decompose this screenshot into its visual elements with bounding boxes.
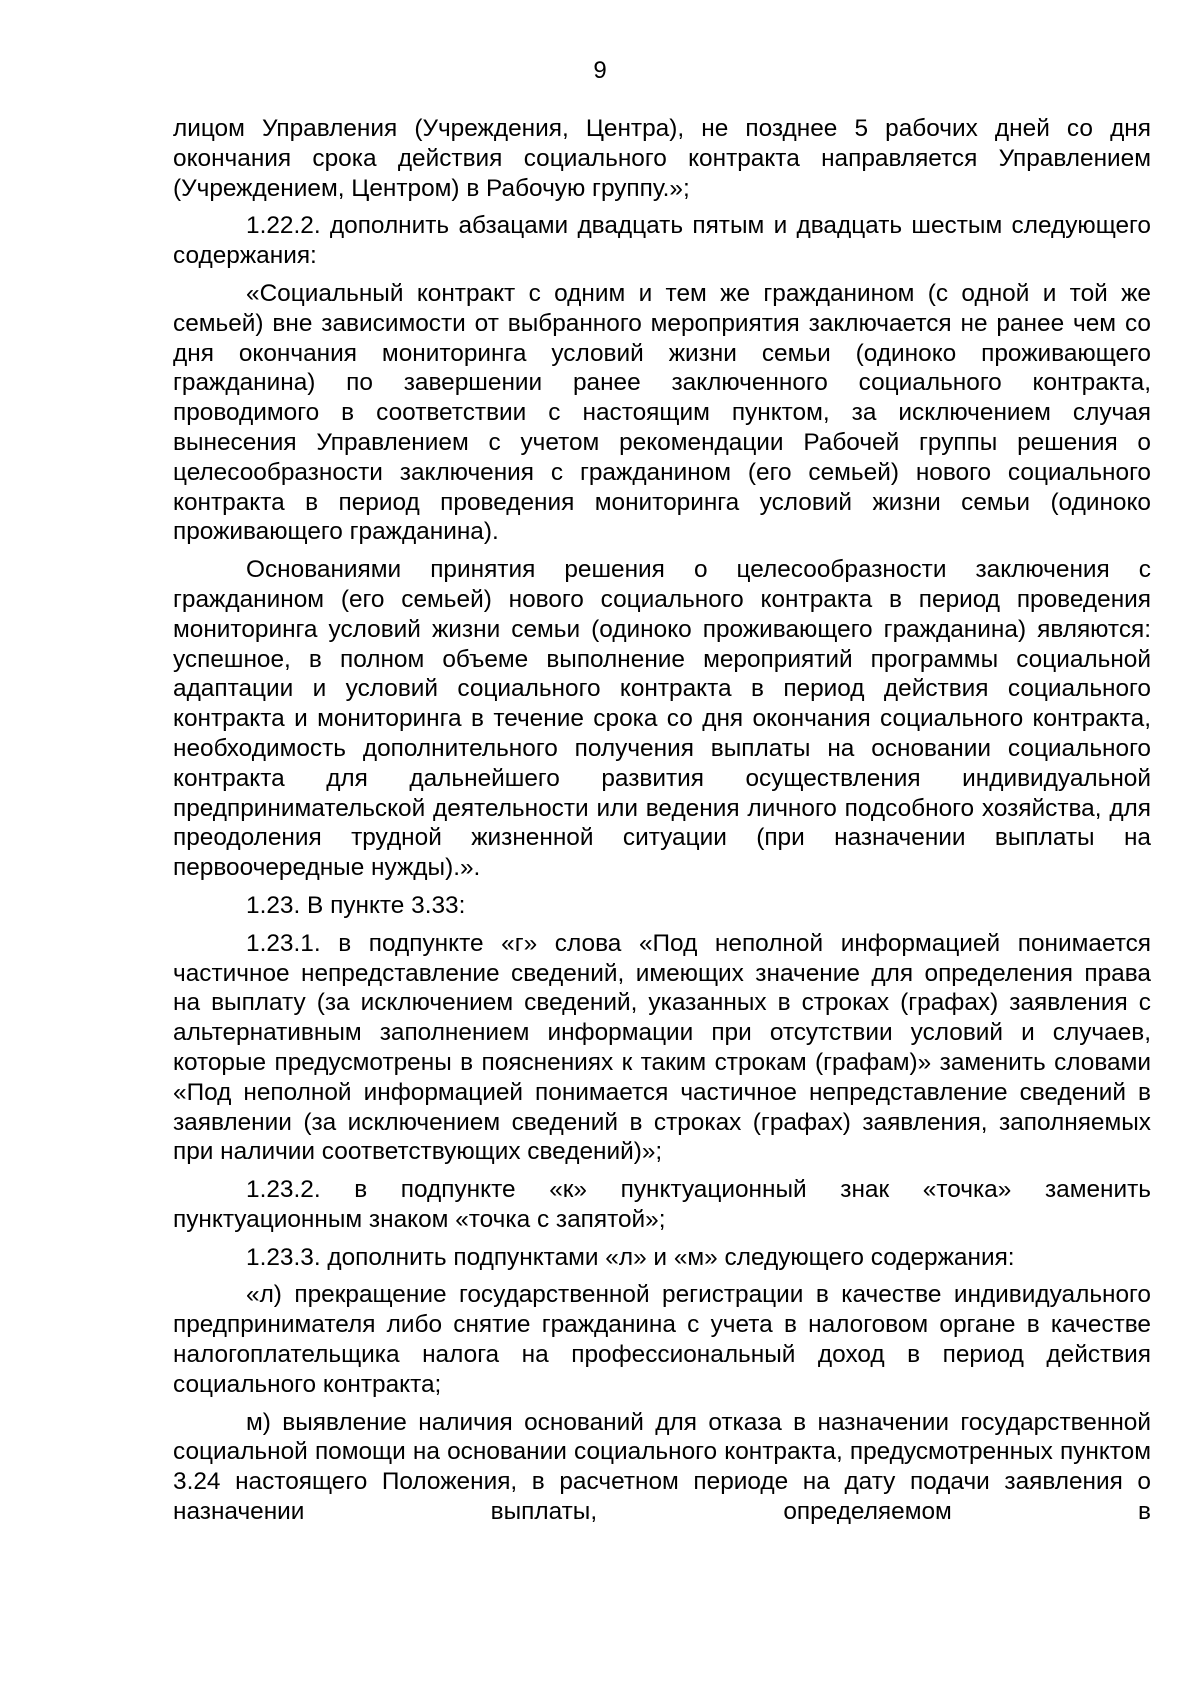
paragraph-1-23: 1.23. В пункте 3.33: — [246, 891, 466, 919]
paragraph-continuation: лицом Управления (Учреждения, Центра), не позднее 5 рабочих дней со дня окончания срока действия социального контракта направляется Управлением (Учреждением, Центром) в Рабочую группу.»; — [173, 115, 1151, 202]
paragraph-quote-social-contract: «Социальный контракт с одним и тем же гражданином (с одной и той же семьей) вне зависимости от выбранного мероприятия заключается не ранее чем со дня окончания мониторинга условий жизни семьи (одиноко проживающего гражданина) по завершении ранее заключенного социального контракта, проводимого в соответствии с настоящим пунктом, за исключением случая вынесения Управлением с учетом рекомендации Рабочей группы решения о целесообразности заключения с гражданином (его семьей) нового социального контракта в период проведения мониторинга условий жизни семьи (одиноко проживающего гражданина). — [173, 279, 1151, 546]
paragraph-1-23-2: 1.23.2. в подпункте «к» пунктуационный знак «точка» заменить пунктуационным знаком «точка с запятой»; — [173, 1176, 1151, 1233]
document-body — [173, 114, 1151, 1527]
page-number: 9 — [593, 57, 607, 84]
paragraph-subpoint-m: м) выявление наличия оснований для отказа в назначении государственной социальной помощи на основании социального контракта, предусмотренных пунктом 3.24 настоящего Положения, в расчетном периоде на дату подачи заявления о назначении выплаты, определяемом в — [173, 1408, 1151, 1526]
paragraph-grounds: Основаниями принятия решения о целесообразности заключения с гражданином (его семьей) нового социального контракта в период проведения мониторинга условий жизни семьи (одиноко проживающего гражданина) являются: успешное, в полном объеме выполнение мероприятий программы социальной адаптации и условий социального контракта в период действия социального контракта и мониторинга в течение срока со дня окончания социального контракта, необходимость дополнительного получения выплаты на основании социального контракта для дальнейшего развития осуществления индивидуальной предпринимательской деятельности или ведения личного подсобного хозяйства, для преодоления трудной жизненной ситуации (при назначении выплаты на первоочередные нужды).». — [173, 556, 1151, 882]
paragraph-1-23-1: 1.23.1. в подпункте «г» слова «Под неполной информацией понимается частичное непредставление сведений, имеющих значение для определения права на выплату (за исключением сведений, указанных в строках (графах) заявления с альтернативным заполнением информации при отсутствии условий и случаев, которые предусмотрены в пояснениях к таким строкам (графам)» заменить словами «Под неполной информацией понимается частичное непредставление сведений в заявлении (за исключением сведений в строках (графах) заявления, заполняемых при наличии соответствующих сведений)»; — [173, 929, 1151, 1166]
paragraph-subpoint-l: «л) прекращение государственной регистрации в качестве индивидуального предпринимателя либо снятие гражданина с учета в налоговом органе в качестве налогоплательщика налога на профессиональный доход в период действия социального контракта; — [173, 1281, 1151, 1398]
paragraph-1-22-2: 1.22.2. дополнить абзацами двадцать пятым и двадцать шестым следующего содержания: — [173, 212, 1151, 270]
paragraph-1-23-3: 1.23.3. дополнить подпунктами «л» и «м» следующего содержания: — [246, 1243, 1015, 1271]
